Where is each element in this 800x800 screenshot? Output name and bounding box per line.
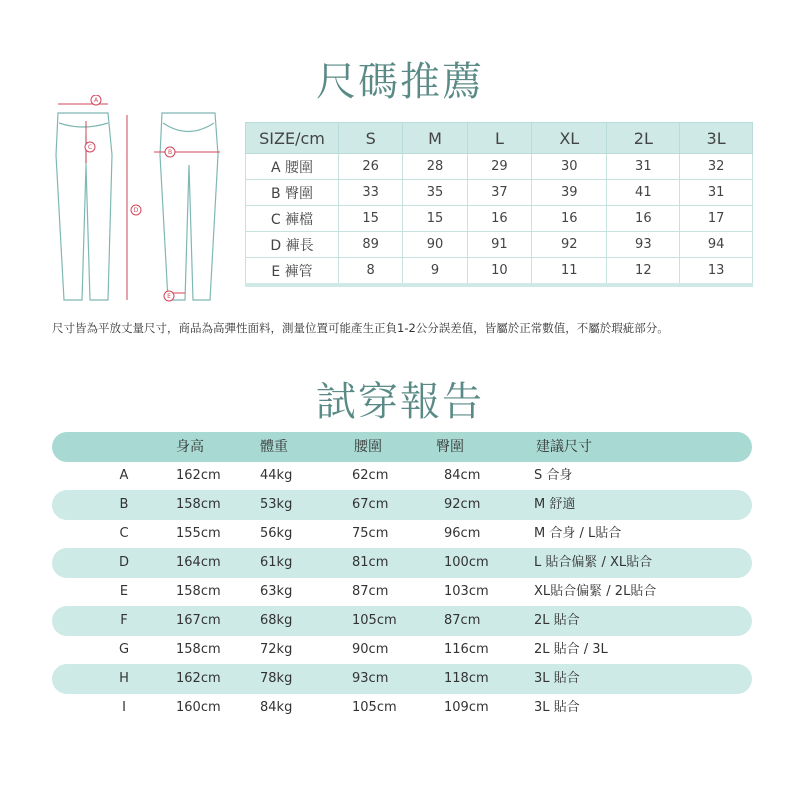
header-hip: 臀圍	[436, 439, 464, 455]
fit-cell-height: 162cm	[176, 671, 221, 686]
size-header: 2L	[607, 123, 680, 154]
fit-cell-waist: 105cm	[352, 613, 397, 628]
fit-cell-label: F	[120, 613, 128, 628]
fit-cell-label: C	[119, 526, 129, 541]
fit-cell-waist: 90cm	[352, 642, 389, 657]
back-leggings-outline	[160, 113, 218, 300]
fit-cell-hip: 109cm	[444, 700, 489, 715]
fit-cell-weight: 44kg	[260, 468, 293, 483]
size-cell: 31	[607, 154, 680, 180]
fit-cell-label: D	[118, 555, 129, 570]
header-height: 身高	[176, 439, 204, 455]
fit-cell-label: B	[119, 497, 129, 512]
size-cell: 41	[607, 180, 680, 206]
size-cell: 30	[532, 154, 607, 180]
fit-cell-waist: 62cm	[352, 468, 389, 483]
size-chart-title: 尺碼推薦	[316, 59, 484, 105]
size-row	[246, 154, 753, 180]
fit-cell-recommend: 3L 貼合	[534, 700, 580, 715]
header-waist: 腰圍	[354, 439, 382, 455]
size-row	[246, 206, 753, 232]
header-recommend: 建議尺寸	[536, 439, 592, 455]
fit-cell-label: E	[119, 584, 129, 599]
fit-report-row	[52, 693, 752, 723]
fit-cell-hip: 118cm	[444, 671, 489, 686]
size-cell: 26	[339, 154, 403, 180]
size-cell: 93	[607, 232, 680, 258]
fit-report-row	[52, 490, 752, 520]
marker-c: C	[87, 144, 93, 151]
size-cell: 29	[467, 154, 531, 180]
front-leggings-outline	[56, 113, 112, 300]
size-row	[246, 258, 753, 286]
fit-report-row	[52, 577, 752, 607]
fit-cell-label: I	[122, 700, 126, 715]
fit-report-row	[52, 635, 752, 665]
fit-cell-height: 158cm	[176, 642, 221, 657]
fit-cell-weight: 72kg	[260, 642, 293, 657]
fit-report-row	[52, 461, 752, 491]
size-cell: 16	[467, 206, 531, 232]
fit-cell-height: 164cm	[176, 555, 221, 570]
fit-cell-label: H	[119, 671, 129, 686]
measurement-note: 尺寸皆為平放丈量尺寸，商品為高彈性面料，測量位置可能產生正負1-2公分誤差值，皆屬於正常數值，不屬於瑕疵部分。	[52, 321, 669, 335]
leggings-illustration	[50, 95, 230, 310]
fit-cell-recommend: M 合身 / L貼合	[534, 526, 622, 541]
size-cell: 90	[403, 232, 467, 258]
size-chart-table	[245, 122, 753, 287]
size-row	[246, 180, 753, 206]
marker-e: E	[167, 293, 171, 300]
fit-cell-recommend: 3L 貼合	[534, 671, 580, 686]
fit-cell-recommend: S 合身	[534, 468, 573, 483]
size-cell: 94	[680, 232, 753, 258]
fit-report-header	[52, 432, 752, 462]
fit-cell-recommend: M 舒適	[534, 497, 576, 512]
fit-cell-weight: 63kg	[260, 584, 293, 599]
size-cell: 15	[339, 206, 403, 232]
size-cell: 89	[339, 232, 403, 258]
fit-cell-weight: 68kg	[260, 613, 293, 628]
fit-cell-recommend: XL貼合偏緊 / 2L貼合	[534, 584, 657, 599]
marker-b: B	[167, 149, 173, 156]
fit-cell-waist: 87cm	[352, 584, 389, 599]
fit-report-row	[52, 548, 752, 578]
size-cell: 11	[532, 258, 607, 286]
size-cell: 91	[467, 232, 531, 258]
size-cell: 16	[607, 206, 680, 232]
fit-cell-label: G	[118, 642, 130, 657]
size-corner-header: SIZE/cm	[246, 123, 339, 154]
size-cell: 9	[403, 258, 467, 286]
size-row-label: B 臀圍	[246, 180, 339, 206]
size-header-row	[246, 123, 753, 154]
size-cell: 13	[680, 258, 753, 286]
fit-cell-label: A	[119, 468, 129, 483]
fit-cell-height: 158cm	[176, 497, 221, 512]
fit-report-row	[52, 606, 752, 636]
fit-report-title: 試穿報告	[316, 379, 484, 425]
fit-cell-weight: 53kg	[260, 497, 293, 512]
marker-d: D	[133, 207, 139, 214]
size-header: S	[339, 123, 403, 154]
size-row-label: A 腰圍	[246, 154, 339, 180]
fit-cell-weight: 78kg	[260, 671, 293, 686]
fit-cell-recommend: L 貼合偏緊 / XL貼合	[534, 555, 653, 570]
size-cell: 35	[403, 180, 467, 206]
header-weight: 體重	[260, 439, 288, 455]
fit-cell-height: 155cm	[176, 526, 221, 541]
size-header: XL	[532, 123, 607, 154]
size-cell: 92	[532, 232, 607, 258]
fit-cell-hip: 87cm	[444, 613, 481, 628]
fit-cell-weight: 84kg	[260, 700, 293, 715]
fit-cell-height: 167cm	[176, 613, 221, 628]
size-cell: 28	[403, 154, 467, 180]
size-cell: 10	[467, 258, 531, 286]
fit-cell-height: 160cm	[176, 700, 221, 715]
fit-cell-waist: 75cm	[352, 526, 389, 541]
size-row-label: E 褲管	[246, 258, 339, 286]
fit-cell-weight: 61kg	[260, 555, 293, 570]
size-cell: 31	[680, 180, 753, 206]
size-cell: 39	[532, 180, 607, 206]
fit-cell-hip: 116cm	[444, 642, 489, 657]
size-cell: 15	[403, 206, 467, 232]
fit-cell-waist: 105cm	[352, 700, 397, 715]
size-cell: 8	[339, 258, 403, 286]
fit-report-row	[52, 664, 752, 694]
fit-cell-waist: 93cm	[352, 671, 389, 686]
size-header: M	[403, 123, 467, 154]
fit-cell-height: 158cm	[176, 584, 221, 599]
size-cell: 16	[532, 206, 607, 232]
fit-cell-hip: 84cm	[444, 468, 481, 483]
size-row	[246, 232, 753, 258]
size-cell: 32	[680, 154, 753, 180]
fit-cell-height: 162cm	[176, 468, 221, 483]
size-cell: 12	[607, 258, 680, 286]
fit-cell-waist: 81cm	[352, 555, 389, 570]
fit-cell-recommend: 2L 貼合	[534, 613, 580, 628]
fit-cell-recommend: 2L 貼合 / 3L	[534, 642, 608, 657]
fit-cell-hip: 100cm	[444, 555, 489, 570]
size-header: 3L	[680, 123, 753, 154]
fit-cell-hip: 103cm	[444, 584, 489, 599]
size-cell: 33	[339, 180, 403, 206]
size-cell: 17	[680, 206, 753, 232]
size-row-label: C 褲檔	[246, 206, 339, 232]
fit-report-row	[52, 519, 752, 549]
fit-cell-weight: 56kg	[260, 526, 293, 541]
fit-cell-hip: 96cm	[444, 526, 481, 541]
size-row-label: D 褲長	[246, 232, 339, 258]
fit-cell-hip: 92cm	[444, 497, 481, 512]
fit-cell-waist: 67cm	[352, 497, 389, 512]
size-cell: 37	[467, 180, 531, 206]
marker-a: A	[93, 97, 99, 104]
size-header: L	[467, 123, 531, 154]
